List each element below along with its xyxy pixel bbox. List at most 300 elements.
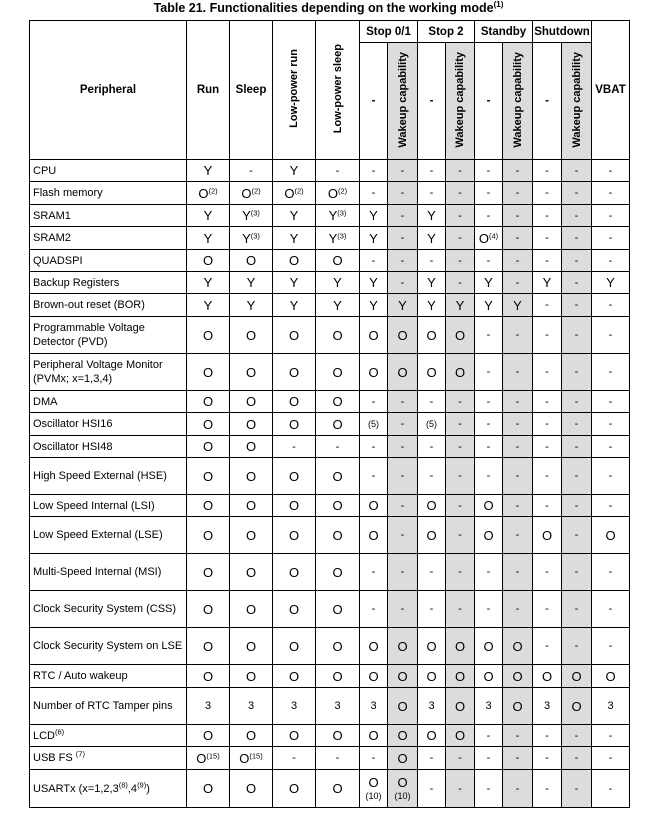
cell-value: Y bbox=[484, 275, 493, 290]
cell-value: O bbox=[332, 564, 343, 580]
cell-value: O bbox=[202, 253, 214, 268]
cell-value: - bbox=[371, 187, 376, 199]
table-cell bbox=[533, 317, 562, 354]
table-cell bbox=[475, 747, 503, 770]
table-cell bbox=[273, 294, 316, 317]
table-cell bbox=[273, 554, 316, 591]
cell-value: O bbox=[245, 527, 257, 543]
cell-value: - bbox=[486, 254, 491, 267]
cell-value: 3 bbox=[204, 700, 212, 712]
cell-value: - bbox=[515, 276, 520, 289]
cell-value: - bbox=[400, 187, 405, 199]
table-cell bbox=[592, 205, 630, 227]
table-cell bbox=[388, 272, 418, 294]
table-cell bbox=[475, 688, 503, 725]
cell-value: - bbox=[292, 440, 296, 453]
table-cell bbox=[418, 354, 446, 391]
table-row bbox=[30, 725, 630, 747]
table-cell bbox=[562, 413, 592, 436]
table-cell bbox=[503, 517, 533, 554]
cell-footnote: (4) bbox=[488, 230, 499, 240]
cell-value: - bbox=[608, 366, 613, 378]
table-cell bbox=[187, 495, 230, 517]
cell-value: - bbox=[515, 603, 520, 615]
cell-value: O bbox=[288, 468, 300, 484]
table-cell bbox=[187, 413, 230, 436]
cell-value: - bbox=[486, 470, 491, 482]
table-cell bbox=[592, 354, 630, 391]
cell-value: O bbox=[426, 498, 437, 513]
table-cell bbox=[360, 517, 388, 554]
table-cell bbox=[533, 770, 562, 808]
cell-value: - bbox=[486, 395, 491, 408]
cell-value: O bbox=[288, 498, 300, 513]
cell-value: 3 bbox=[247, 700, 255, 712]
cell-value: O bbox=[426, 527, 437, 543]
cell-value: - bbox=[574, 366, 579, 378]
cell-value: - bbox=[574, 440, 579, 453]
table-cell bbox=[316, 182, 360, 205]
cell-value: 3 bbox=[370, 700, 377, 712]
header-stop01: Stop 0/1 bbox=[360, 21, 418, 43]
peripheral-name-text: Oscillator HSI48 bbox=[33, 440, 113, 453]
table-cell bbox=[418, 227, 446, 250]
cell-value: Y bbox=[289, 230, 299, 246]
cell-value: - bbox=[608, 499, 613, 512]
table-cell bbox=[503, 354, 533, 391]
cell-value: O bbox=[512, 698, 523, 714]
header-lp-sleep bbox=[316, 21, 360, 160]
cell-value: O bbox=[512, 638, 523, 654]
cell-value: - bbox=[429, 254, 434, 267]
table-cell bbox=[360, 391, 388, 413]
cell-value: O bbox=[288, 728, 300, 743]
cell-value: O bbox=[288, 638, 300, 654]
cell-footnote: (3) bbox=[250, 208, 260, 218]
cell-footnote: (3) bbox=[337, 208, 347, 218]
peripheral-name-text: LCD bbox=[33, 729, 56, 742]
cell-value: - bbox=[574, 529, 579, 541]
table-cell bbox=[273, 227, 316, 250]
table-cell bbox=[273, 665, 316, 688]
cell-value: Y bbox=[455, 297, 465, 313]
peripheral-name-text: ) bbox=[146, 782, 150, 795]
table-cell bbox=[562, 495, 592, 517]
table-cell bbox=[388, 517, 418, 554]
cell-value: - bbox=[429, 782, 434, 795]
peripheral-name bbox=[30, 458, 187, 495]
cell-value: - bbox=[458, 164, 462, 177]
cell-footnote: (5) bbox=[426, 419, 437, 429]
table-cell bbox=[273, 160, 316, 182]
peripheral-name bbox=[30, 250, 187, 272]
cell-value: - bbox=[608, 187, 613, 199]
table-cell bbox=[273, 517, 316, 554]
cell-value: - bbox=[335, 752, 340, 764]
peripheral-name bbox=[30, 182, 187, 205]
table-cell bbox=[316, 725, 360, 747]
table-cell bbox=[533, 747, 562, 770]
cell-value: - bbox=[486, 603, 491, 615]
table-row bbox=[30, 770, 630, 808]
table-cell bbox=[187, 725, 230, 747]
table-cell bbox=[592, 495, 630, 517]
cell-value: Y bbox=[246, 275, 256, 290]
table-cell bbox=[273, 182, 316, 205]
table-cell bbox=[562, 517, 592, 554]
table-title bbox=[0, 0, 657, 16]
cell-value: O bbox=[397, 364, 408, 380]
cell-value: - bbox=[515, 499, 520, 512]
table-row bbox=[30, 294, 630, 317]
table-cell bbox=[187, 160, 230, 182]
cell-value: - bbox=[574, 299, 579, 311]
table-cell bbox=[592, 391, 630, 413]
table-cell bbox=[562, 160, 592, 182]
cell-value: - bbox=[486, 566, 491, 578]
peripheral-name-text: ,4 bbox=[127, 782, 138, 795]
table-cell bbox=[273, 458, 316, 495]
table-cell bbox=[360, 688, 388, 725]
header-stop2-wakeup bbox=[446, 43, 475, 160]
table-cell bbox=[388, 458, 418, 495]
cell-value: O bbox=[288, 527, 300, 543]
table-cell bbox=[187, 517, 230, 554]
cell-value: - bbox=[515, 366, 520, 378]
table-row bbox=[30, 250, 630, 272]
header-stop2: Stop 2 bbox=[418, 21, 475, 43]
cell-value: - bbox=[458, 782, 462, 795]
cell-value: - bbox=[574, 329, 579, 341]
peripheral-name-text: Flash memory bbox=[33, 187, 103, 199]
table-cell bbox=[503, 272, 533, 294]
peripheral-name-text: Peripheral Voltage Monitor (PVMx; x=1,3,4) bbox=[33, 359, 163, 385]
cell-value: - bbox=[545, 470, 549, 482]
cell-value: - bbox=[515, 232, 520, 244]
table-cell bbox=[273, 272, 316, 294]
cell-value: - bbox=[515, 187, 520, 199]
table-cell bbox=[418, 160, 446, 182]
table-cell bbox=[418, 294, 446, 317]
header-peripheral: Peripheral bbox=[30, 21, 187, 160]
table-row bbox=[30, 665, 630, 688]
cell-value: O bbox=[245, 601, 257, 617]
table-cell bbox=[533, 160, 562, 182]
table-cell bbox=[273, 770, 316, 808]
table-row bbox=[30, 317, 630, 354]
table-cell bbox=[360, 436, 388, 458]
cell-value: Y bbox=[289, 297, 299, 313]
table-cell bbox=[418, 436, 446, 458]
cell-value: - bbox=[608, 329, 613, 341]
cell-value: O bbox=[605, 527, 616, 543]
wakeup-label: Wakeup capability bbox=[570, 51, 583, 148]
cell-value: - bbox=[574, 752, 579, 764]
table-cell bbox=[592, 294, 630, 317]
cell-value: - bbox=[608, 209, 613, 222]
peripheral-name-text: Clock Security System on LSE bbox=[33, 640, 183, 652]
cell-footnote: (15) bbox=[206, 750, 220, 760]
peripheral-name bbox=[30, 725, 187, 747]
cell-value: - bbox=[515, 566, 520, 578]
cell-value: - bbox=[400, 440, 405, 453]
cell-value: O bbox=[454, 668, 466, 684]
table-cell bbox=[533, 354, 562, 391]
table-cell bbox=[230, 665, 273, 688]
table-cell bbox=[316, 413, 360, 436]
cell-value: - bbox=[458, 603, 462, 615]
table-cell bbox=[418, 665, 446, 688]
table-cell bbox=[360, 747, 388, 770]
table-cell bbox=[446, 458, 475, 495]
table-cell bbox=[316, 628, 360, 665]
cell-value: O bbox=[241, 185, 252, 201]
table-cell bbox=[592, 250, 630, 272]
table-cell bbox=[592, 436, 630, 458]
table-cell bbox=[592, 227, 630, 250]
table-cell bbox=[360, 725, 388, 747]
cell-value: - bbox=[400, 164, 405, 177]
table-cell bbox=[562, 770, 592, 808]
cell-value: - bbox=[335, 164, 340, 177]
cell-value: O bbox=[332, 601, 343, 617]
table-cell bbox=[503, 205, 533, 227]
table-cell bbox=[475, 436, 503, 458]
cell-value: O bbox=[202, 638, 214, 654]
cell-value: Y bbox=[513, 297, 522, 313]
table-cell bbox=[503, 747, 533, 770]
cell-footnote: (2) bbox=[337, 185, 348, 195]
table-cell bbox=[503, 770, 533, 808]
table-cell bbox=[446, 272, 475, 294]
peripheral-name bbox=[30, 317, 187, 354]
table-cell bbox=[446, 628, 475, 665]
table-cell bbox=[316, 495, 360, 517]
cell-value: O bbox=[368, 728, 379, 743]
functionalities-table bbox=[29, 20, 630, 808]
table-cell bbox=[533, 182, 562, 205]
cell-value: - bbox=[545, 366, 549, 378]
cell-value: Y bbox=[369, 297, 378, 313]
table-cell bbox=[503, 294, 533, 317]
cell-value: - bbox=[400, 232, 405, 244]
peripheral-name bbox=[30, 665, 187, 688]
cell-value: - bbox=[608, 232, 613, 244]
table-cell bbox=[360, 227, 388, 250]
cell-value: O bbox=[483, 527, 494, 543]
table-cell bbox=[418, 205, 446, 227]
cell-value: - bbox=[458, 276, 462, 289]
cell-value: - bbox=[608, 782, 613, 795]
cell-value: - bbox=[574, 164, 579, 177]
peripheral-name-text: Oscillator HSI16 bbox=[33, 418, 113, 430]
peripheral-name bbox=[30, 770, 187, 808]
table-cell bbox=[273, 205, 316, 227]
cell-value: - bbox=[458, 418, 462, 430]
cell-value: Y bbox=[427, 208, 436, 223]
header-standby: Standby bbox=[475, 21, 533, 43]
table-cell bbox=[230, 770, 273, 808]
cell-value: O bbox=[288, 416, 300, 432]
cell-value: Y bbox=[203, 230, 213, 246]
cell-value: O bbox=[288, 327, 300, 343]
table-cell bbox=[273, 591, 316, 628]
title-footnote: (1) bbox=[493, 0, 504, 9]
table-cell bbox=[230, 436, 273, 458]
cell-value: O bbox=[288, 394, 300, 409]
table-cell bbox=[187, 688, 230, 725]
table-cell bbox=[592, 458, 630, 495]
cell-value: O bbox=[202, 498, 214, 513]
cell-value: - bbox=[429, 164, 434, 177]
table-cell bbox=[316, 354, 360, 391]
cell-value: - bbox=[545, 232, 549, 244]
cell-value: O bbox=[202, 394, 214, 409]
cell-value: - bbox=[545, 418, 549, 430]
cell-value: - bbox=[574, 187, 579, 199]
cell-value: - bbox=[486, 752, 491, 764]
cell-value: - bbox=[515, 329, 520, 341]
table-cell bbox=[316, 770, 360, 808]
table-cell bbox=[230, 495, 273, 517]
cell-value: O bbox=[397, 775, 408, 790]
cell-value: O bbox=[198, 185, 209, 201]
peripheral-footnote: (8) bbox=[118, 779, 128, 789]
cell-value: O bbox=[327, 185, 338, 201]
cell-value: O bbox=[202, 527, 214, 543]
peripheral-name-text: USB FS bbox=[33, 752, 76, 764]
cell-value: - bbox=[400, 276, 405, 289]
cell-value: O bbox=[541, 668, 553, 684]
table-cell bbox=[475, 272, 503, 294]
table-cell bbox=[316, 458, 360, 495]
cell-value: - bbox=[249, 164, 253, 177]
cell-value: O bbox=[368, 638, 379, 654]
table-cell bbox=[230, 317, 273, 354]
table-cell bbox=[388, 665, 418, 688]
table-cell bbox=[592, 688, 630, 725]
cell-value: Y bbox=[369, 208, 378, 223]
table-cell bbox=[533, 227, 562, 250]
cell-value: Y bbox=[328, 208, 338, 223]
cell-value: - bbox=[429, 566, 434, 578]
table-cell bbox=[418, 747, 446, 770]
cell-value: - bbox=[574, 418, 579, 430]
table-cell bbox=[273, 250, 316, 272]
table-cell bbox=[503, 665, 533, 688]
cell-value: - bbox=[400, 395, 405, 408]
cell-value: Y bbox=[289, 275, 299, 290]
table-cell bbox=[187, 272, 230, 294]
table-cell bbox=[187, 591, 230, 628]
peripheral-name bbox=[30, 227, 187, 250]
cell-footnote: (5) bbox=[368, 419, 379, 429]
header-lp-run-label: Low-power run bbox=[288, 49, 300, 128]
table-cell bbox=[562, 205, 592, 227]
cell-value: Y bbox=[427, 297, 436, 313]
table-cell bbox=[230, 182, 273, 205]
cell-value: - bbox=[371, 395, 376, 408]
table-title-text: Table 21. Functionalities depending on the working mode bbox=[153, 1, 494, 15]
table-cell bbox=[360, 294, 388, 317]
cell-value: O bbox=[245, 781, 257, 796]
cell-value: O bbox=[483, 668, 494, 684]
cell-value: 3 bbox=[485, 700, 492, 712]
table-row bbox=[30, 227, 630, 250]
peripheral-name bbox=[30, 436, 187, 458]
cell-value: - bbox=[545, 603, 549, 615]
cell-value: O bbox=[478, 230, 489, 246]
header-sleep: Sleep bbox=[230, 21, 273, 160]
cell-footnote: (3) bbox=[250, 230, 260, 240]
cell-value: - bbox=[429, 470, 434, 482]
table-cell bbox=[592, 591, 630, 628]
table-cell bbox=[533, 250, 562, 272]
cell-value: O bbox=[368, 775, 379, 790]
table-cell bbox=[230, 725, 273, 747]
table-cell bbox=[230, 688, 273, 725]
cell-value: Y bbox=[369, 275, 378, 290]
table-cell bbox=[446, 688, 475, 725]
table-cell bbox=[316, 688, 360, 725]
cell-value: 3 bbox=[543, 700, 551, 712]
cell-value: O bbox=[483, 498, 494, 513]
table-cell bbox=[360, 160, 388, 182]
table-cell bbox=[388, 688, 418, 725]
table-cell bbox=[316, 436, 360, 458]
cell-value: - bbox=[429, 187, 434, 199]
table-cell bbox=[360, 770, 388, 808]
peripheral-name-text: RTC / Auto wakeup bbox=[33, 670, 128, 682]
table-cell bbox=[388, 413, 418, 436]
table-cell bbox=[533, 688, 562, 725]
cell-value: O bbox=[284, 185, 295, 201]
table-cell bbox=[418, 413, 446, 436]
cell-value: - bbox=[515, 782, 520, 795]
peripheral-name bbox=[30, 160, 187, 182]
table-cell bbox=[273, 317, 316, 354]
cell-value: - bbox=[545, 164, 549, 177]
cell-value: - bbox=[371, 566, 376, 578]
peripheral-name bbox=[30, 554, 187, 591]
table-cell bbox=[503, 554, 533, 591]
cell-value: - bbox=[486, 440, 491, 453]
table-cell bbox=[592, 725, 630, 747]
table-cell bbox=[187, 182, 230, 205]
table-cell bbox=[446, 591, 475, 628]
table-row bbox=[30, 628, 630, 665]
cell-value: O bbox=[332, 364, 343, 380]
table-row bbox=[30, 747, 630, 770]
cell-value: - bbox=[371, 752, 376, 764]
table-cell bbox=[475, 554, 503, 591]
table-cell bbox=[187, 250, 230, 272]
cell-value: O bbox=[202, 781, 214, 796]
table-cell bbox=[316, 272, 360, 294]
cell-value: O bbox=[332, 498, 343, 513]
cell-value: O bbox=[245, 468, 257, 484]
cell-value: O bbox=[454, 698, 466, 714]
cell-value: Y bbox=[242, 230, 251, 246]
table-cell bbox=[273, 495, 316, 517]
table-cell bbox=[503, 436, 533, 458]
table-cell bbox=[562, 391, 592, 413]
table-cell bbox=[446, 317, 475, 354]
table-cell bbox=[360, 628, 388, 665]
cell-value: O bbox=[245, 416, 257, 432]
cell-value: - bbox=[574, 499, 579, 512]
cell-value: - bbox=[608, 752, 613, 764]
